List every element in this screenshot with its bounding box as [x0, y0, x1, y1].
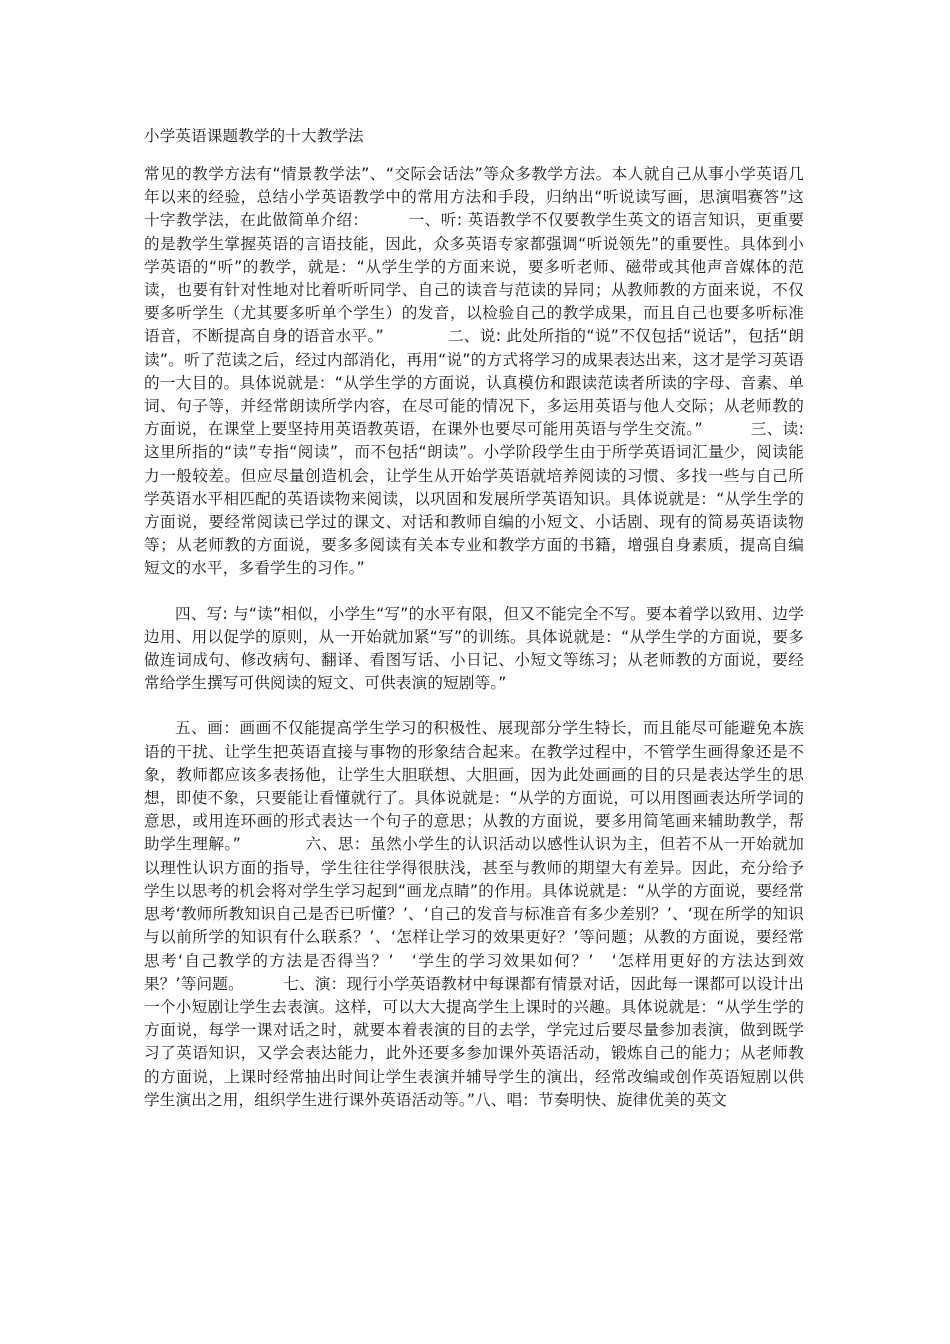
paragraph-draw: 五、画：画画不仅能提高学生学习的积极性、展现部分学生特长，而且能尽可能避免本族语的干扰、让学生把英语直接与事物的形象结合起来。在教学过程中，不管学生画得象还是不象，教师都应该多表扬他，让学生大胆联想、大胆画，因为此处画画的目的只是表达学生的思想，即使不象，只要能让看懂就行了。具体说就是：“从学的方面说，可以用图画表达所学词的意思，或用连环画的形式表达一个句子的意思；从教的方面说，要多用简笔画来辅助教学，帮助学生理解。” 六、思：虽然小学生的认识活动以感性认识为主，但若不从一开始就加以理性认识方面的指导，学生往往学得很肤浅，甚至与教师的期望大有差异。因此，充分给予学生以思考的机会将对学生学习起到“画龙点睛”的作用。具体说就是：“从学的方面说，要经常思考‘教师所教知识自己是否已听懂？’、‘自己的发音与标准音有多少差别？’、‘现在所学的知识与以前所学的知识有什么联系？’、‘怎样让学习的效果更好？’等问题；从教的方面说，要经常思考‘自己教学的方法是否得当？’ ‘学生的学习效果如何？’ ‘怎样用更好的方法达到效果？’等问题。 七、演：现行小学英语教材中每课都有情景对话，因此每一课都可以设计出一个小短剧让学生去表演。这样，可以大大提高学生上课时的兴趣。具体说就是：“从学生学的方面说，每学一课对话之时，就要本着表演的目的去学，学完过后要尽量参加表演，做到既学习了英语知识，又学会表达能力，此外还要多参加课外英语活动，锻炼自己的能力；从老师教的方面说，上课时经常抽出时间让学生表演并辅导学生的演出，经常改编或创作英语短剧以供学生演出之用，组织学生进行课外英语活动等。”八、唱：节奏明快、旋律优美的英文 [144, 719, 804, 1109]
document-body [144, 124, 804, 1112]
paragraph-intro: 常见的教学方法有“情景教学法”、“交际会话法”等众多教学方法。本人就自己从事小学英语几年以来的经验，总结小学英语教学中的常用方法和手段，归纳出“听说读写画，思演唱赛答”这十字教学法，在此做简单介绍： 一、听: 英语教学不仅要教学生英文的语言知识，更重要的是教学生掌握英语的言语技能，因此，众多英语专家都强调“听说领先”的重要性。具体到小学英语的“听”的教学，就是：“从学生学的方面来说，要多听老师、磁带或其他声音媒体的范读，也要有针对性地对比着听听同学、自己的读音与范读的异同；从教师教的方面来说，不仅要多听学生（尤其要多听单个学生）的发音，以检验自己的教学成果，而且自己也要多听标准语音，不断提高自身的语音水平。” 二、说: 此处所指的“说”不仅包括“说话”，包括“朗读”。听了范读之后，经过内部消化，再用“说”的方式将学习的成果表达出来，这才是学习英语的一大目的。具体说就是：“从学生学的方面说，认真模仿和跟读范读者所读的字母、音素、单词、句子等，并经常朗读所学内容，在尽可能的情况下，多运用英语与他人交际；从老师教的方面说，在课堂上要坚持用英语教英语，在课外也要尽可能用英语与学生交流。” 三、读: 这里所指的“读”专指“阅读”，而不包括“朗读”。小学阶段学生由于所学英语词汇量少，阅读能力一般较差。但应尽量创造机会，让学生从开始学英语就培养阅读的习惯、多找一些与自己所学英语水平相匹配的英语读物来阅读，以巩固和发展所学英语知识。具体说就是：“从学生学的方面说，要经常阅读已学过的课文、对话和教师自编的小短文、小话剧、现有的简易英语读物等；从老师教的方面说，要多多阅读有关本专业和教学方面的书籍，增强自身素质，提高自编短文的水平，多看学生的习作。” [144, 165, 804, 578]
document-title: 小学英语课题教学的十大教学法 [144, 127, 364, 145]
paragraph-write: 四、写: 与“读”相似，小学生“写”的水平有限，但又不能完全不写。要本着学以致用、边学边用、用以促学的原则，从一开始就加紧“写”的训练。具体说就是：“从学生学的方面说，要多做连词成句、修改病句、翻译、看图写话、小日记、小短文等练习；从老师教的方面说，要经常给学生撰写可供阅读的短文、可供表演的短剧等。” [144, 604, 804, 693]
